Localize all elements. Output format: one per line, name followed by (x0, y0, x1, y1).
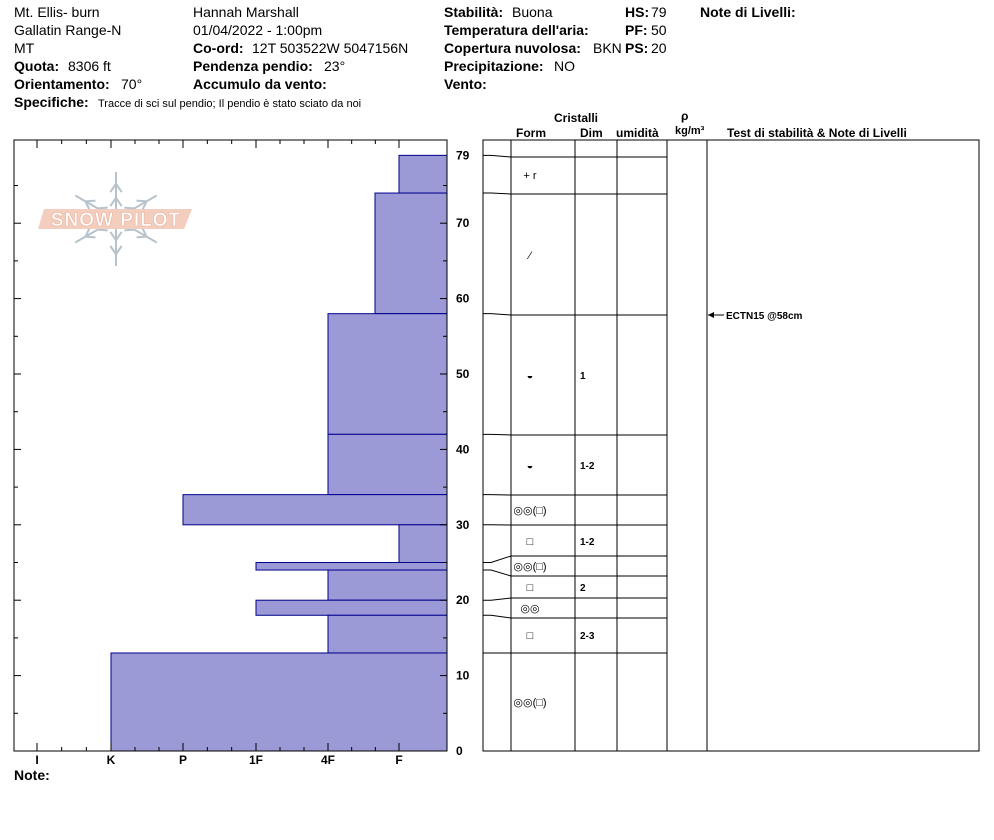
datetime: 01/04/2022 - 1:00pm (193, 22, 323, 38)
depth-connector (483, 556, 511, 563)
wind-loading-label: Accumulo da vento: (193, 76, 327, 92)
aspect-value: 70° (121, 76, 143, 92)
wind-label: Vento: (444, 76, 487, 92)
cloud-label: Copertura nuvolosa: (444, 40, 581, 56)
depth-connector (483, 314, 511, 315)
precip-value: NO (554, 58, 575, 74)
depth-connector (483, 570, 511, 576)
grain-form-symbol: □ (526, 582, 534, 594)
depth-connector (483, 434, 511, 435)
slope-value: 23° (324, 58, 346, 74)
pf-label: PF: (625, 22, 648, 38)
observer: Hannah Marshall (193, 4, 299, 20)
stability-label: Stabilità: (444, 4, 504, 20)
y-tick-label: 20 (456, 593, 470, 608)
coord-value: 12T 503522W 5047156N (252, 40, 409, 56)
grain-size-label: 1-2 (580, 461, 595, 472)
ps-label: PS: (625, 40, 649, 56)
grain-size-label: 1 (580, 371, 586, 382)
grain-form-symbol: ◎◎(□) (513, 697, 547, 709)
snowflake-branch (98, 208, 108, 209)
snowflake-branch (85, 201, 95, 202)
moisture-header: umidità (616, 126, 659, 140)
stability-test-marker (708, 311, 803, 322)
snowflake-branch (85, 237, 95, 238)
specifics-value: Tracce di sci sul pendio; Il pendio è stato sciato da noi (98, 98, 362, 110)
rho-header: ρ (681, 109, 689, 123)
grain-form-symbol: ◎◎(□) (513, 505, 547, 517)
coord-label: Co-ord: (193, 40, 244, 56)
y-tick-label: 60 (456, 291, 470, 306)
ps-value: 20 (651, 40, 667, 56)
grain-form-symbol: □ (526, 536, 534, 548)
grain-size-label: 2 (580, 583, 586, 594)
depth-connector (483, 598, 511, 600)
hardness-bar (111, 653, 447, 751)
grain-form-symbol: ◎◎(□) (513, 561, 547, 573)
snowflake-branch (137, 237, 147, 238)
test-result-label: ECTN15 @58cm (726, 311, 803, 322)
x-tick-label: I (35, 753, 39, 767)
elevation-label: Quota: (14, 58, 60, 74)
hs-value: 79 (651, 4, 667, 20)
elevation-value: 8306 ft (68, 58, 111, 74)
grain-form-symbol: ◒ (526, 370, 534, 382)
hardness-bar (328, 314, 447, 435)
x-tick-label: F (395, 753, 403, 767)
hardness-bar (399, 155, 447, 193)
aspect-label: Orientamento: (14, 76, 110, 92)
logo-text: SNOW PILOT (50, 210, 182, 231)
slope-label: Pendenza pendio: (193, 58, 313, 74)
hs-label: HS: (625, 4, 650, 20)
crystals-header: Cristalli (554, 111, 599, 125)
location: Mt. Ellis- burn (14, 4, 100, 20)
state: MT (14, 40, 35, 56)
x-tick-label: K (106, 753, 116, 767)
grain-form-symbol: + r (523, 170, 537, 182)
stability-value: Buona (512, 4, 553, 20)
snowpilot-logo (38, 172, 192, 266)
hardness-bar (256, 600, 447, 615)
x-tick-label: P (178, 753, 188, 767)
y-tick-label: 0 (456, 744, 463, 758)
range: Gallatin Range-N (14, 22, 122, 38)
hardness-bar (328, 434, 447, 494)
grain-form-symbol: ◒ (526, 460, 534, 472)
layer-table (483, 140, 979, 751)
y-tick-label: 50 (456, 367, 470, 381)
hardness-bar (328, 570, 447, 600)
hardness-bar (399, 525, 447, 563)
note-label: Note: (14, 767, 50, 783)
hardness-bar (183, 495, 447, 525)
snowflake-branch (124, 208, 134, 209)
depth-connector (483, 615, 511, 618)
hardness-bars (111, 155, 447, 751)
x-tick-label: 1F (248, 753, 264, 767)
y-tick-label: 70 (456, 216, 470, 231)
hardness-bar (375, 193, 447, 314)
stability-notes-header: Test di stabilità & Note di Livelli (727, 126, 907, 140)
y-tick-label: 40 (456, 442, 470, 457)
y-tick-label: 30 (456, 517, 470, 532)
specifics-label: Specifiche: (14, 94, 89, 110)
table-border (483, 140, 979, 751)
depth-connector (483, 193, 511, 194)
grain-size-label: 1-2 (580, 537, 595, 548)
y-tick-label: 10 (456, 668, 470, 683)
grain-size-label: 2-3 (580, 631, 595, 642)
x-tick-label: 4F (320, 753, 336, 767)
cloud-value: BKN (593, 40, 622, 56)
test-arrow-head (708, 312, 714, 318)
precip-label: Precipitazione: (444, 58, 544, 74)
grain-form-symbol: □ (526, 630, 534, 642)
y-tick-label: 79 (456, 148, 470, 163)
hardness-bar (256, 563, 447, 571)
density-unit-header: kg/m³ (675, 125, 705, 137)
pf-value: 50 (651, 22, 667, 38)
hardness-bar (328, 615, 447, 653)
form-header: Form (516, 126, 546, 140)
layer-notes-label: Note di Livelli: (700, 4, 796, 20)
grain-form-symbol: ◎◎ (520, 603, 540, 615)
grain-form-symbol: ⁄ (529, 250, 531, 262)
depth-connector (483, 155, 511, 157)
dim-header: Dim (580, 126, 603, 140)
air-temp-label: Temperatura dell'aria: (444, 22, 589, 38)
snowflake-branch (137, 201, 147, 202)
